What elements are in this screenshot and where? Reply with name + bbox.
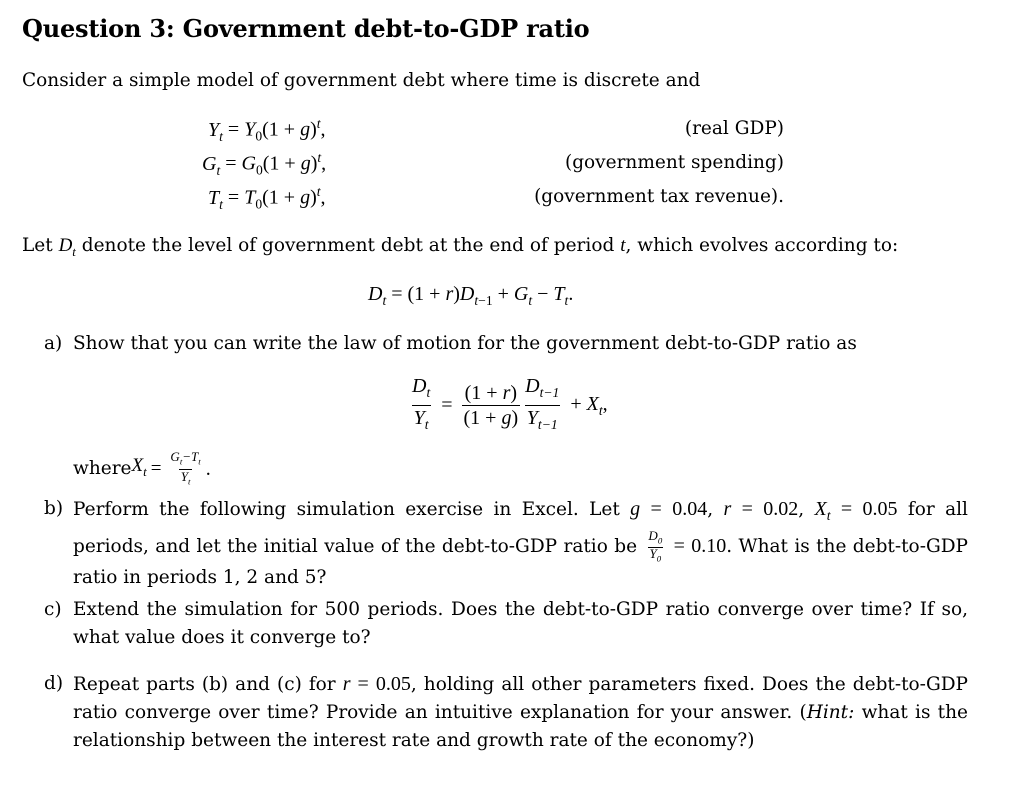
part-c-text: Extend the simulation for 500 periods. Does the debt-to-GDP ratio converge over time? If so, what value does it converge to? [73,599,968,648]
part-a-letter: a) [44,333,63,354]
intro-text: Consider a simple model of government debt where time is discrete and [22,70,701,91]
debt-definition-text: Let $D_t$ denote the level of government debt at the end of period t, which evolves according to: [22,235,899,259]
part-d-text: Repeat parts (b) and (c) for r = 0.05, holding all other parameters fixed. Does the debt-to-GDP ratio converge over time? Provide an intuitive explanation for your answer. (Hint: what is the relationship between the interest rate and growth rate of the economy?) [73,673,968,751]
part-b-letter: b) [44,498,64,519]
equation-debt-law-of-motion: $D_t = (1 + r)D_{t-1} + G_t - T_t$. [368,283,574,308]
label-gov-spending: (government spending) [564,152,784,173]
equation-gov-spending: $G_t = G_0(1 + g)^t$, [202,150,327,178]
part-b-text: Perform the following simulation exercise in Excel. Let g = 0.04, r = 0.02, $X_t = 0.05$ for all periods, and let the initial value of the debt-to-GDP ratio be $\frac{D_0}{Y_0}$ = 0.10. What is the debt-to-GDP ratio in periods 1, 2 and 5? [73,498,968,589]
label-tax-revenue: (government tax revenue). [534,186,784,207]
question-title: Question 3: Government debt-to-GDP ratio [22,14,590,43]
part-a-where: where $X_t$ = $\frac{G_t-T_t}{Y_t}$ . [73,449,211,487]
part-d-letter: d) [44,673,64,694]
label-real-gdp: (real GDP) [684,118,784,139]
equation-tax-revenue: $T_t = T_0(1 + g)^t$, [208,184,326,212]
part-a-text: Show that you can write the law of motion for the government debt-to-GDP ratio as [73,333,857,354]
equation-real-gdp: $Y_t = Y_0(1 + g)^t$, [208,116,326,144]
part-c-letter: c) [44,599,62,620]
equation-debt-to-gdp: $\frac{D_t}{Y_t}$ = $\frac{(1 + r)}{(1 + g)}$ $\frac{D_{t-1}}{Y_{t-1}}$ + $X_t$, [407,374,608,437]
